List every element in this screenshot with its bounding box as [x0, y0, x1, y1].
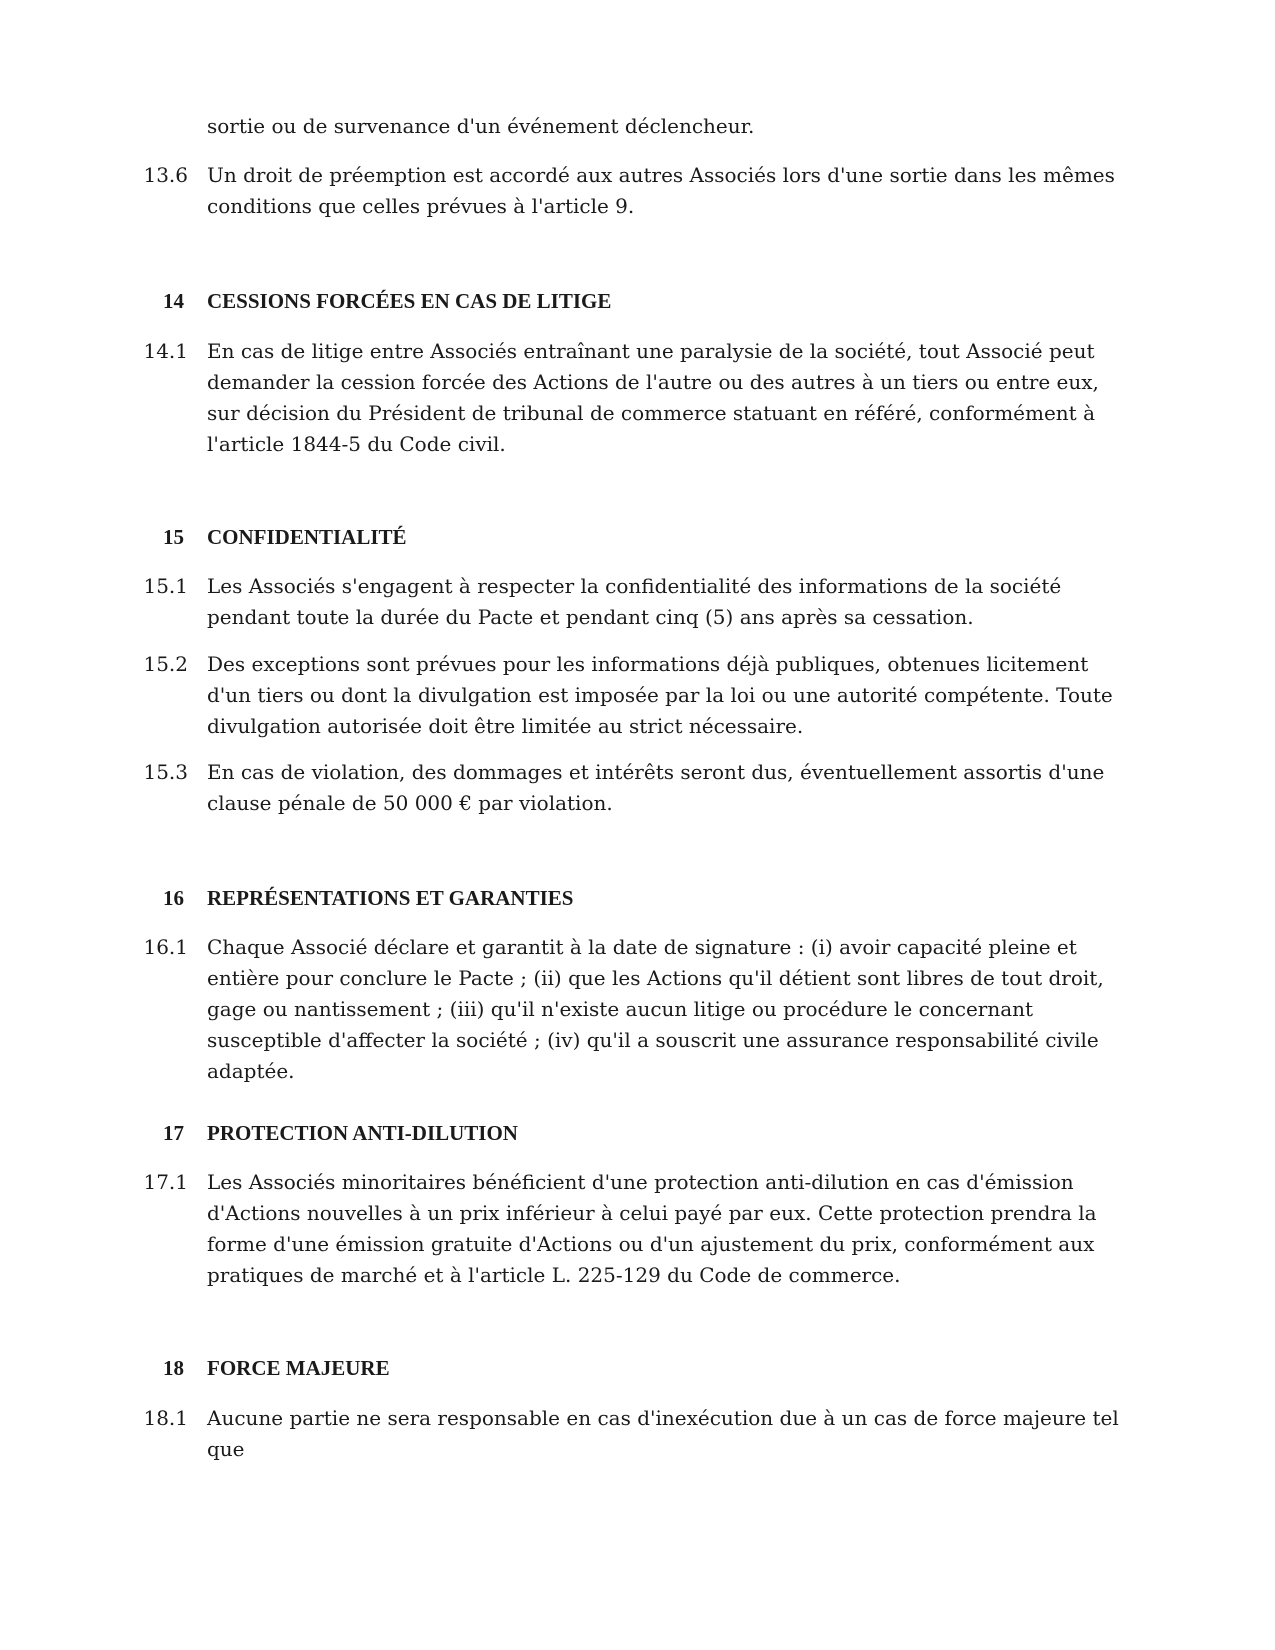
paragraph-text: Un droit de préemption est accordé aux autres Associés lors d'une sortie dans les mêmes conditions que celles prévues à l'article 9. — [207, 163, 1115, 218]
paragraph-text: En cas de violation, des dommages et intérêts seront dus, éventuellement assortis d'une clause pénale de 50 000 € par violation. — [207, 760, 1105, 815]
section-title: FORCE MAJEURE — [207, 1356, 390, 1380]
paragraph-number: 16.1 — [143, 935, 188, 959]
section-number: 17 — [163, 1121, 184, 1145]
paragraph-text: Des exceptions sont prévues pour les informations déjà publiques, obtenues licitement d'un tiers ou dont la divulgation est imposée par la loi ou une autorité compétente. Toute divulgation autorisée doit être limitée au strict nécessaire. — [207, 652, 1113, 738]
section-title: PROTECTION ANTI-DILUTION — [207, 1121, 518, 1145]
paragraph-text: Les Associés s'engagent à respecter la confidentialité des informations de la société pendant toute la durée du Pacte et pendant cinq (5) ans après sa cessation. — [207, 574, 1062, 629]
paragraph-text: sortie ou de survenance d'un événement déclencheur. — [207, 114, 755, 138]
paragraph-number: 17.1 — [143, 1170, 188, 1194]
section-number: 16 — [163, 886, 184, 910]
section-title: REPRÉSENTATIONS ET GARANTIES — [207, 886, 574, 910]
paragraph-number: 18.1 — [143, 1406, 188, 1430]
paragraph-number: 15.3 — [143, 760, 188, 784]
section-number: 18 — [163, 1356, 184, 1380]
paragraph-number: 13.6 — [143, 163, 188, 187]
paragraph-text: Chaque Associé déclare et garantit à la date de signature : (i) avoir capacité pleine et entière pour conclure le Pacte ; (ii) que les Actions qu'il détient sont libres de tout droit, gage ou nantissement ; (iii) qu'il n'existe aucun litige ou procédure le concernant susceptible d'affecter la société ; (iv) qu'il a souscrit une assurance responsabilité civile adaptée. — [207, 935, 1104, 1083]
paragraph-text: Aucune partie ne sera responsable en cas d'inexécution due à un cas de force majeure tel que — [207, 1406, 1119, 1461]
section-number: 15 — [163, 525, 184, 549]
paragraph-text: En cas de litige entre Associés entraînant une paralysie de la société, tout Associé peut demander la cession forcée des Actions de l'autre ou des autres à un tiers ou entre eux, sur décision du Président de tribunal de commerce statuant en référé, conformément à l'article 1844-5 du Code civil. — [207, 339, 1099, 456]
paragraph-number: 14.1 — [143, 339, 188, 363]
paragraph-text: Les Associés minoritaires bénéficient d'une protection anti-dilution en cas d'émission d'Actions nouvelles à un prix inférieur à celui payé par eux. Cette protection prendra la forme d'une émission gratuite d'Actions ou d'un ajustement du prix, conformément aux pratiques de marché et à l'article L. 225-129 du Code de commerce. — [207, 1170, 1097, 1287]
paragraph-number: 15.2 — [143, 652, 188, 676]
paragraph-number: 15.1 — [143, 574, 188, 598]
section-number: 14 — [163, 289, 184, 313]
section-title: CESSIONS FORCÉES EN CAS DE LITIGE — [207, 289, 612, 313]
section-title: CONFIDENTIALITÉ — [207, 525, 407, 549]
